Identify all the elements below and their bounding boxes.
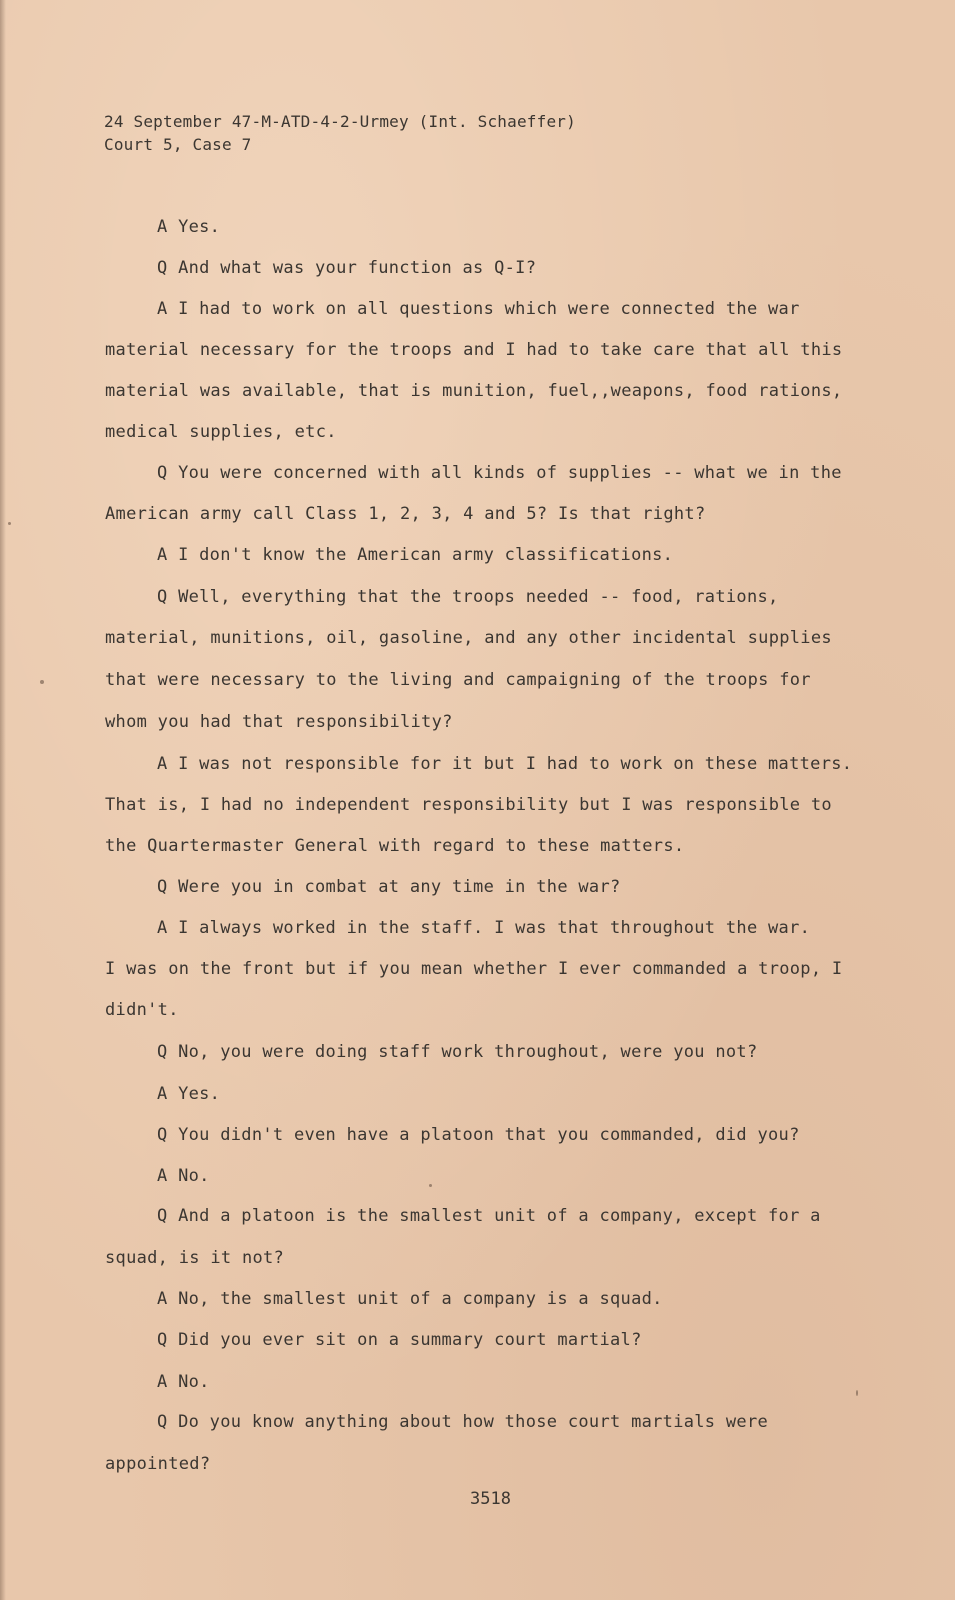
page-edge-shadow [0, 0, 6, 1600]
transcript-line: A No. [157, 1372, 210, 1392]
transcript-line: didn't. [105, 1000, 179, 1020]
transcript-line: A I always worked in the staff. I was that throughout the war. [157, 918, 811, 938]
transcript-line: Q Were you in combat at any time in the war? [157, 877, 621, 897]
transcript-line: I was on the front but if you mean whether I ever commanded a troop, I [105, 959, 843, 979]
transcript-line: Q Well, everything that the troops needed -- food, rations, [157, 587, 779, 607]
transcript-line: medical supplies, etc. [105, 422, 337, 442]
paper-speck [856, 1390, 858, 1396]
transcript-line: That is, I had no independent responsibility but I was responsible to [105, 795, 832, 815]
paper-speck [8, 522, 11, 525]
transcript-line: Q And a platoon is the smallest unit of a company, except for a [157, 1206, 821, 1226]
transcript-line: Q And what was your function as Q-I? [157, 258, 537, 278]
transcript-line: A No, the smallest unit of a company is a squad. [157, 1289, 663, 1309]
transcript-line: that were necessary to the living and campaigning of the troops for [105, 670, 811, 690]
transcript-line: appointed? [105, 1454, 211, 1474]
transcript-line: A Yes. [157, 1084, 221, 1104]
transcript-line: Q Do you know anything about how those court martials were [157, 1412, 769, 1432]
transcript-line: A Yes. [157, 217, 221, 237]
transcript-line: material was available, that is munition, fuel,,weapons, food rations, [105, 381, 843, 401]
header-court-case: Court 5, Case 7 [104, 135, 252, 154]
transcript-line: A I don't know the American army classifications. [157, 545, 674, 565]
transcript-line: material necessary for the troops and I had to take care that all this [105, 340, 843, 360]
paper-speck [429, 1184, 432, 1187]
transcript-line: Q You were concerned with all kinds of supplies -- what we in the [157, 463, 842, 483]
header-reference: 24 September 47-M-ATD-4-2-Urmey (Int. Schaeffer) [104, 112, 576, 131]
page-number: 3518 [470, 1489, 511, 1509]
transcript-line: A I had to work on all questions which were connected the war [157, 299, 800, 319]
transcript-line: squad, is it not? [105, 1248, 285, 1268]
transcript-line: A No. [157, 1166, 210, 1186]
transcript-line: Q Did you ever sit on a summary court martial? [157, 1330, 642, 1350]
transcript-line: Q No, you were doing staff work throughout, were you not? [157, 1042, 758, 1062]
transcript-line: material, munitions, oil, gasoline, and any other incidental supplies [105, 628, 832, 648]
transcript-line: whom you had that responsibility? [105, 712, 453, 732]
transcript-line: American army call Class 1, 2, 3, 4 and 5? Is that right? [105, 504, 706, 524]
transcript-line: A I was not responsible for it but I had to work on these matters. [157, 754, 853, 774]
paper-speck [40, 680, 44, 684]
transcript-line: the Quartermaster General with regard to these matters. [105, 836, 685, 856]
transcript-line: Q You didn't even have a platoon that you commanded, did you? [157, 1125, 800, 1145]
